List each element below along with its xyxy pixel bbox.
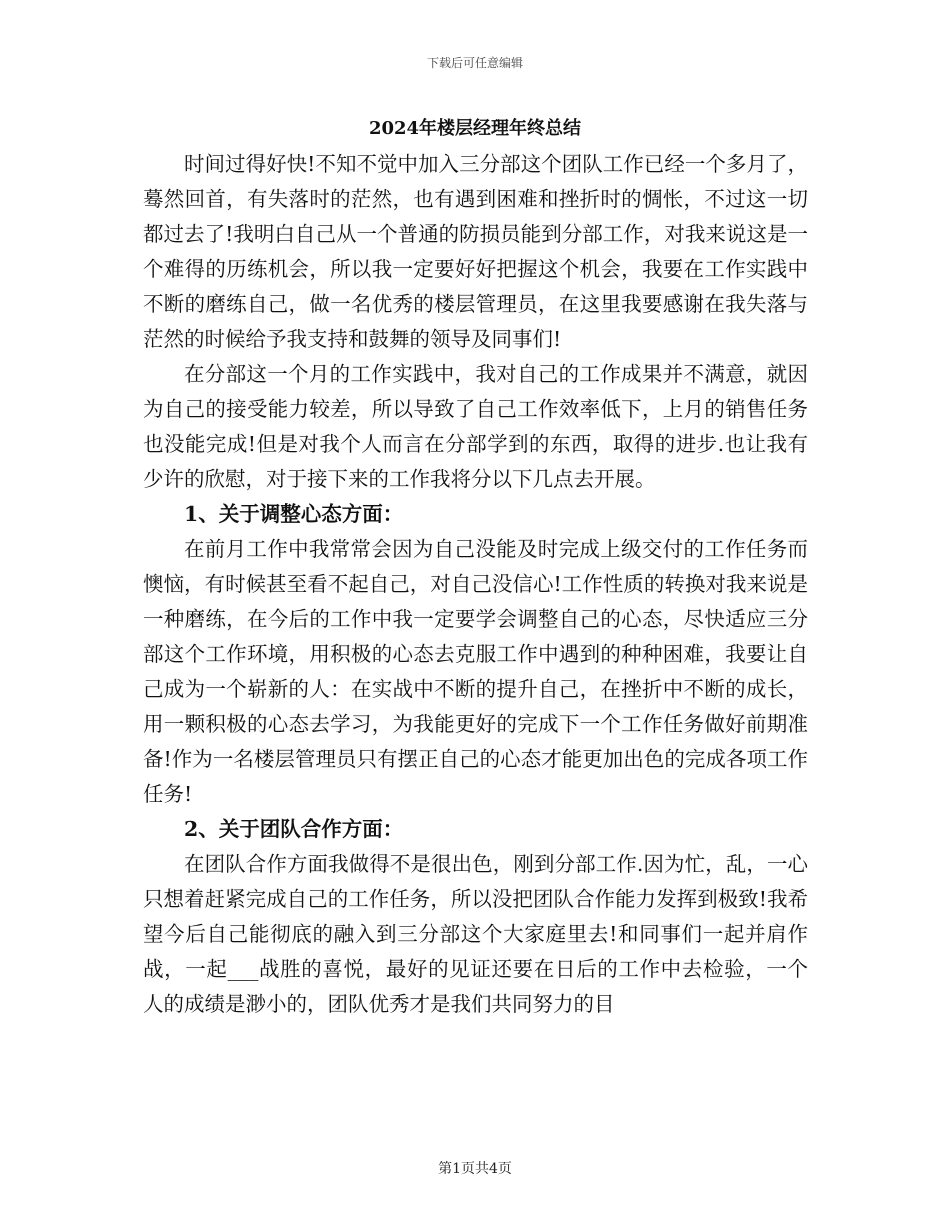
document-body [143, 147, 808, 1022]
page-footer: 第1页共4页 [438, 1161, 512, 1177]
paragraph-mindset: 在前月工作中我常常会因为自己没能及时完成上级交付的工作任务而懊恼，有时候甚至看不起自己，对自己没信心!工作性质的转换对我来说是一种磨练，在今后的工作中我一定要学会调整自己的心态，尽快适应三分部这个工作环境，用积极的心态去克服工作中遇到的种种困难，我要让自己成为一个崭新的人：在实战中不断的提升自己，在挫折中不断的成长，用一颗积极的心态去学习，为我能更好的完成下一个工作任务做好前期准备!作为一名楼层管理员只有摆正自己的心态才能更加出色的完成各项工作任务! [143, 537, 808, 806]
header-note: 下载后可任意编辑 [426, 56, 523, 70]
document-title: 2024年楼层经理年终总结 [368, 118, 582, 139]
paragraph-reflection: 在分部这一个月的工作实践中，我对自己的工作成果并不满意，就因为自己的接受能力较差，所以导致了自己工作效率低下，上月的销售任务也没能完成!但是对我个人而言在分部学到的东西，取得的进步.也让我有少许的欣慰，对于接下来的工作我将分以下几点去开展。 [143, 362, 808, 491]
paragraph-teamwork: 在团队合作方面我做得不是很出色，刚到分部工作.因为忙，乱，一心只想着赶紧完成自己的工作任务，所以没把团队合作能力发挥到极致!我希望今后自己能彻底的融入到三分部这个大家庭里去!和同事们一起并肩作战，一起___战胜的喜悦，最好的见证还要在日后的工作中去检验，一个人的成绩是渺小的，团队优秀才是我们共同努力的目 [143, 852, 808, 1016]
section-heading-mindset: 1、关于调整心态方面： [184, 502, 404, 526]
paragraph-intro: 时间过得好快!不知不觉中加入三分部这个团队工作已经一个多月了，蓦然回首，有失落时的茫然，也有遇到困难和挫折时的惆怅，不过这一切都过去了!我明白自己从一个普通的防损员能到分部工作，对我来说这是一个难得的历练机会，所以我一定要好好把握这个机会，我要在工作实践中不断的磨练自己，做一名优秀的楼层管理员，在这里我要感谢在我失落与茫然的时候给予我支持和鼓舞的领导及同事们! [143, 152, 808, 351]
section-heading-teamwork: 2、关于团队合作方面： [184, 817, 404, 841]
